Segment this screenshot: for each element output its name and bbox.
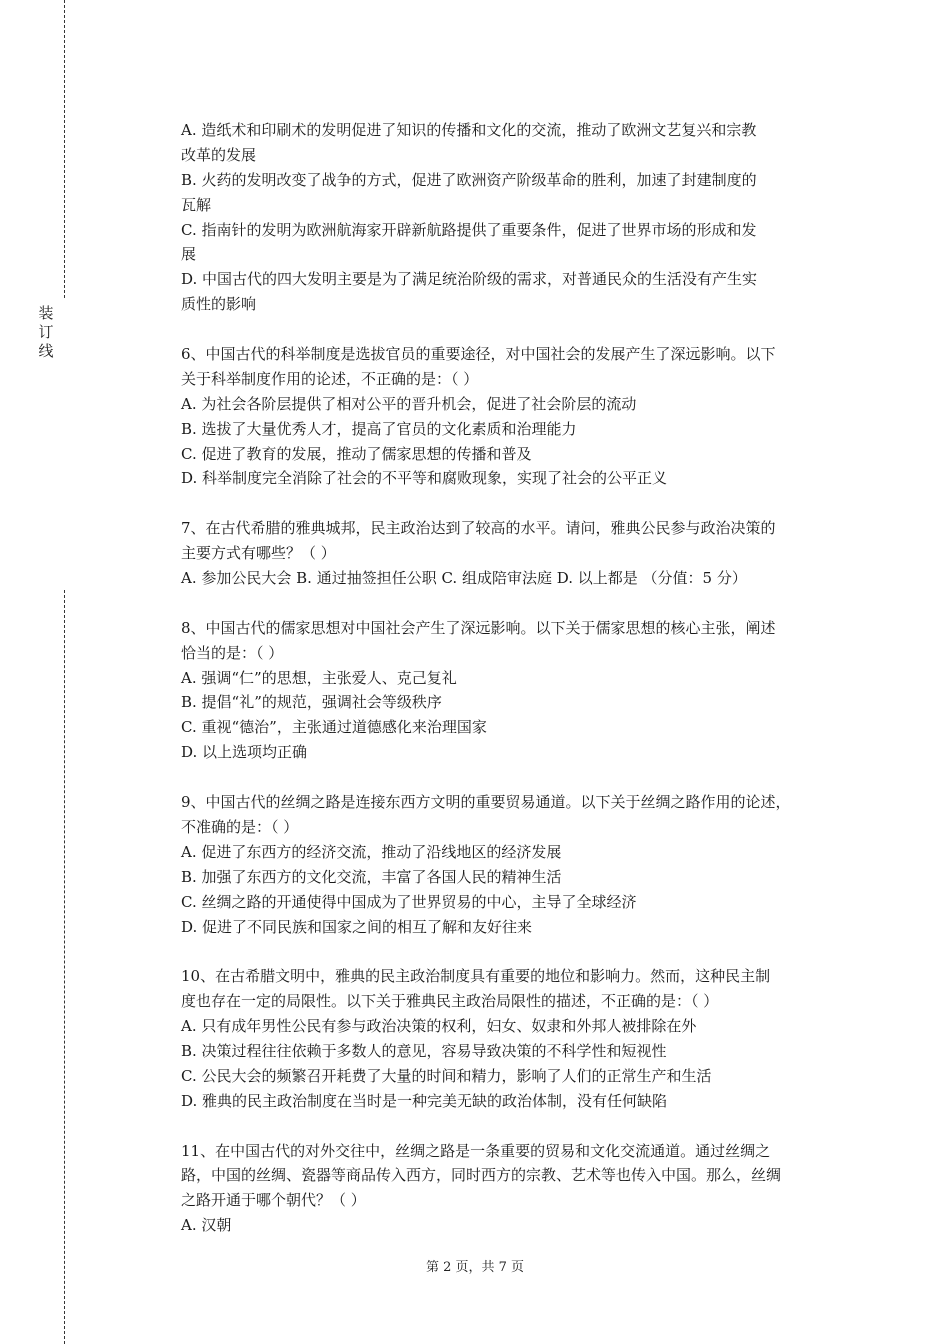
exam-questions xyxy=(181,118,841,1238)
text-line: A. 强调“仁”的思想，主张爱人、克己复礼 xyxy=(181,668,457,687)
text-line: C. 公民大会的频繁召开耗费了大量的时间和精力，影响了人们的正常生产和生活 xyxy=(181,1066,712,1085)
binding-char: 订 xyxy=(38,323,54,341)
text-line: D. 以上选项均正确 xyxy=(181,743,308,762)
paragraph-gap xyxy=(181,765,841,790)
text-line: 主要方式有哪些？（ ） xyxy=(181,544,336,563)
text-line: D. 雅典的民主政治制度在当时是一种完美无缺的政治体制，没有任何缺陷 xyxy=(181,1091,668,1110)
paragraph-gap xyxy=(181,591,841,616)
text-line: A. 促进了东西方的经济交流，推动了沿线地区的经济发展 xyxy=(181,842,562,861)
text-line: 恰当的是：（ ） xyxy=(181,643,284,662)
binding-char: 线 xyxy=(38,342,54,360)
binding-dashed-line-top xyxy=(64,0,65,298)
text-line: C. 重视“德治”，主张通过道德感化来治理国家 xyxy=(181,718,487,737)
text-line: D. 中国古代的四大发明主要是为了满足统治阶级的需求，对普通民众的生活没有产生实 xyxy=(181,270,758,289)
text-line: C. 促进了教育的发展，推动了儒家思想的传播和普及 xyxy=(181,444,532,463)
paragraph-gap xyxy=(181,939,841,964)
text-line: 瓦解 xyxy=(181,195,212,214)
text-line: A. 汉朝 xyxy=(181,1216,232,1235)
text-line: C. 指南针的发明为欧洲航海家开辟新航路提供了重要条件，促进了世界市场的形成和发 xyxy=(181,220,757,239)
text-line: A. 造纸术和印刷术的发明促进了知识的传播和文化的交流，推动了欧洲文艺复兴和宗教 xyxy=(181,121,757,139)
text-line: B. 火药的发明改变了战争的方式，促进了欧洲资产阶级革命的胜利，加速了封建制度的 xyxy=(181,170,757,189)
paragraph-gap xyxy=(181,317,841,342)
binding-label xyxy=(36,304,56,361)
text-line: A. 只有成年男性公民有参与政治决策的权利，妇女、奴隶和外邦人被排除在外 xyxy=(181,1017,697,1036)
text-line: 6、中国古代的科举制度是选拔官员的重要途径，对中国社会的发展产生了深远影响。以下 xyxy=(181,345,776,364)
text-line: A. 参加公民大会 B. 通过抽签担任公职 C. 组成陪审法庭 D. 以上都是 （分值：5 分） xyxy=(181,569,747,588)
text-line: B. 加强了东西方的文化交流，丰富了各国人民的精神生活 xyxy=(181,867,562,886)
text-line: 7、在古代希腊的雅典城邦，民主政治达到了较高的水平。请问，雅典公民参与政治决策的 xyxy=(181,519,776,538)
text-line: B. 选拔了大量优秀人才，提高了官员的文化素质和治理能力 xyxy=(181,419,577,438)
page-footer: 第 2 页，共 7 页 xyxy=(425,1260,525,1275)
binding-dashed-line-bottom xyxy=(64,590,65,1344)
paragraph-gap xyxy=(181,1114,841,1139)
text-line: 11、在中国古代的对外交往中，丝绸之路是一条重要的贸易和文化交流通道。通过丝绸之 xyxy=(181,1141,771,1160)
text-line: A. 为社会各阶层提供了相对公平的晋升机会，促进了社会阶层的流动 xyxy=(181,394,637,413)
text-line: 10、在古希腊文明中，雅典的民主政治制度具有重要的地位和影响力。然而，这种民主制 xyxy=(181,967,771,986)
text-line: 关于科举制度作用的论述，不正确的是：（ ） xyxy=(181,369,479,388)
text-line: 9、中国古代的丝绸之路是连接东西方文明的重要贸易通道。以下关于丝绸之路作用的论述， xyxy=(181,793,791,812)
text-line: 不准确的是：（ ） xyxy=(181,817,299,836)
text-line: 改革的发展 xyxy=(181,145,257,164)
text-line: 路，中国的丝绸、瓷器等商品传入西方，同时西方的宗教、艺术等也传入中国。那么，丝绸 xyxy=(181,1166,782,1185)
paragraph-gap xyxy=(181,491,841,516)
text-line: D. 促进了不同民族和国家之间的相互了解和友好往来 xyxy=(181,917,533,936)
text-line: C. 丝绸之路的开通使得中国成为了世界贸易的中心，主导了全球经济 xyxy=(181,892,637,911)
text-line: 8、中国古代的儒家思想对中国社会产生了深远影响。以下关于儒家思想的核心主张，阐述 xyxy=(181,618,776,637)
text-line: B. 提倡“礼”的规范，强调社会等级秩序 xyxy=(181,693,442,712)
text-line: 之路开通于哪个朝代？（ ） xyxy=(181,1191,366,1210)
text-line: 度也存在一定的局限性。以下关于雅典民主政治局限性的描述，不正确的是：（ ） xyxy=(181,992,719,1011)
text-line: D. 科举制度完全消除了社会的不平等和腐败现象，实现了社会的公平正义 xyxy=(181,469,668,488)
text-line: 展 xyxy=(181,245,197,264)
text-line: B. 决策过程往往依赖于多数人的意见，容易导致决策的不科学性和短视性 xyxy=(181,1041,667,1060)
binding-char: 装 xyxy=(38,304,54,322)
text-line: 质性的影响 xyxy=(181,295,257,314)
